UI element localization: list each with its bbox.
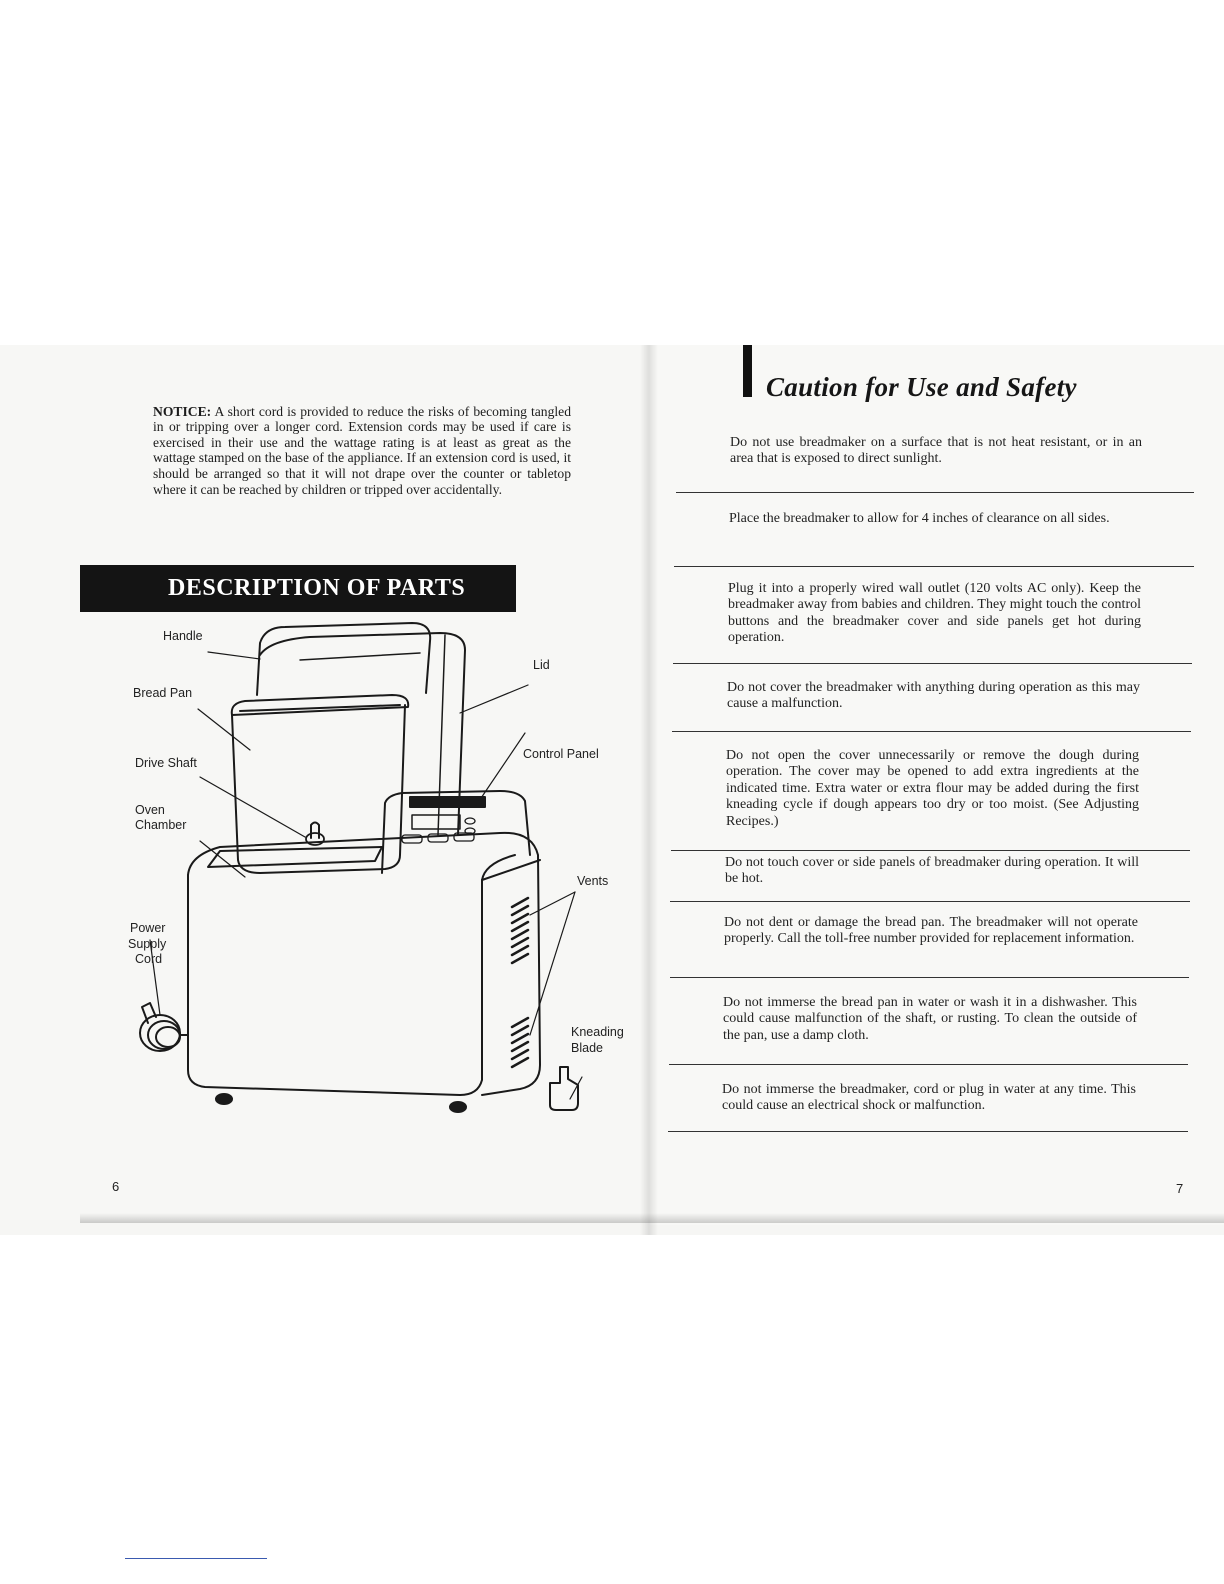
label-drive-shaft: Drive Shaft	[135, 756, 197, 770]
divider-5	[671, 850, 1190, 851]
label-handle: Handle	[163, 629, 203, 643]
caution-item-4: Do not cover the breadmaker with anything during operation as this may cause a malfunction.	[727, 680, 1140, 712]
page-bottom-edge	[80, 1213, 1224, 1223]
caution-item-6: Do not touch cover or side panels of breadmaker during operation. It will be hot.	[725, 855, 1139, 887]
label-control-panel: Control Panel	[523, 747, 599, 761]
caution-title: Caution for Use and Safety	[766, 372, 1077, 402]
page-number-right: 7	[1176, 1181, 1184, 1196]
breadmaker-diagram	[120, 615, 640, 1205]
caution-item-9: Do not immerse the breadmaker, cord or plug in water at any time. This could cause an electrical shock or malfunction.	[722, 1082, 1136, 1114]
label-blade: Blade	[571, 1041, 603, 1055]
caution-title-bar	[743, 345, 752, 397]
notice-paragraph	[153, 404, 571, 498]
body-front	[188, 875, 482, 1095]
caution-item-8: Do not immerse the bread pan in water or wash it in a dishwasher. This could cause malfunction of the shaft, or rusting. To clean the outside of the pan, use a damp cloth.	[723, 995, 1137, 1043]
caution-item-1: Do not use breadmaker on a surface that is not heat resistant, or in an area that is exposed to direct sunlight.	[730, 435, 1142, 467]
label-power: Power	[130, 921, 166, 935]
label-oven: Oven	[135, 803, 165, 817]
notice-label: NOTICE:	[153, 403, 212, 419]
vents-lower	[512, 1018, 528, 1067]
page-gutter	[640, 345, 658, 1235]
divider-6	[670, 901, 1190, 902]
footer-link-line	[125, 1558, 267, 1559]
power-cord	[140, 1003, 188, 1051]
label-bread-pan: Bread Pan	[133, 686, 193, 700]
vents-upper	[512, 898, 528, 963]
divider-4	[672, 731, 1191, 732]
caution-item-3: Plug it into a properly wired wall outlet (120 volts AC only). Keep the breadmaker away from babies and children. They might touch the control buttons and the breadmaker cover and side panels get hot during operation.	[728, 581, 1141, 646]
label-lid: Lid	[533, 658, 550, 672]
kneading-blade	[550, 1067, 578, 1110]
label-vents: Vents	[577, 874, 609, 888]
label-kneading: Kneading	[571, 1025, 624, 1039]
divider-3	[673, 663, 1192, 664]
oven-opening	[208, 847, 382, 867]
divider-9	[668, 1131, 1188, 1132]
body-top	[188, 833, 540, 1095]
caution-item-7: Do not dent or damage the bread pan. The breadmaker will not operate properly. Call the toll-free number provided for replacement information.	[724, 915, 1138, 947]
caution-item-2: Place the breadmaker to allow for 4 inches of clearance on all sides.	[729, 511, 1110, 526]
label-supply: Supply	[128, 937, 167, 951]
divider-1	[676, 492, 1194, 493]
divider-7	[670, 977, 1189, 978]
caution-item-5: Do not open the cover unnecessarily or remove the dough during operation. The cover may be opened to add extra ingredients at the indicated time. Extra water or extra flour may be added during the first kneading cycle if dough appears too dry or too moist. (See Adjusting Recipes.)	[726, 748, 1139, 829]
label-chamber: Chamber	[135, 818, 187, 832]
label-cord: Cord	[135, 952, 163, 966]
book-spread	[0, 345, 1224, 1235]
divider-8	[669, 1064, 1188, 1065]
section-banner: DESCRIPTION OF PARTS	[80, 565, 516, 612]
page-number-left: 6	[112, 1179, 120, 1194]
divider-2	[674, 566, 1194, 567]
body-side	[482, 860, 540, 880]
notice-text: A short cord is provided to reduce the risks of becoming tangled in or tripping over a longer cord. Extension cords may be used if care is exercised in their use and the wattage rating is at least as great as the wattage stamped on the base of the appliance. If an extension cord is used, it should be arranged so that it will not drape over the counter or tabletop where it can be reached by children or tripped over accidentally.	[153, 403, 571, 497]
